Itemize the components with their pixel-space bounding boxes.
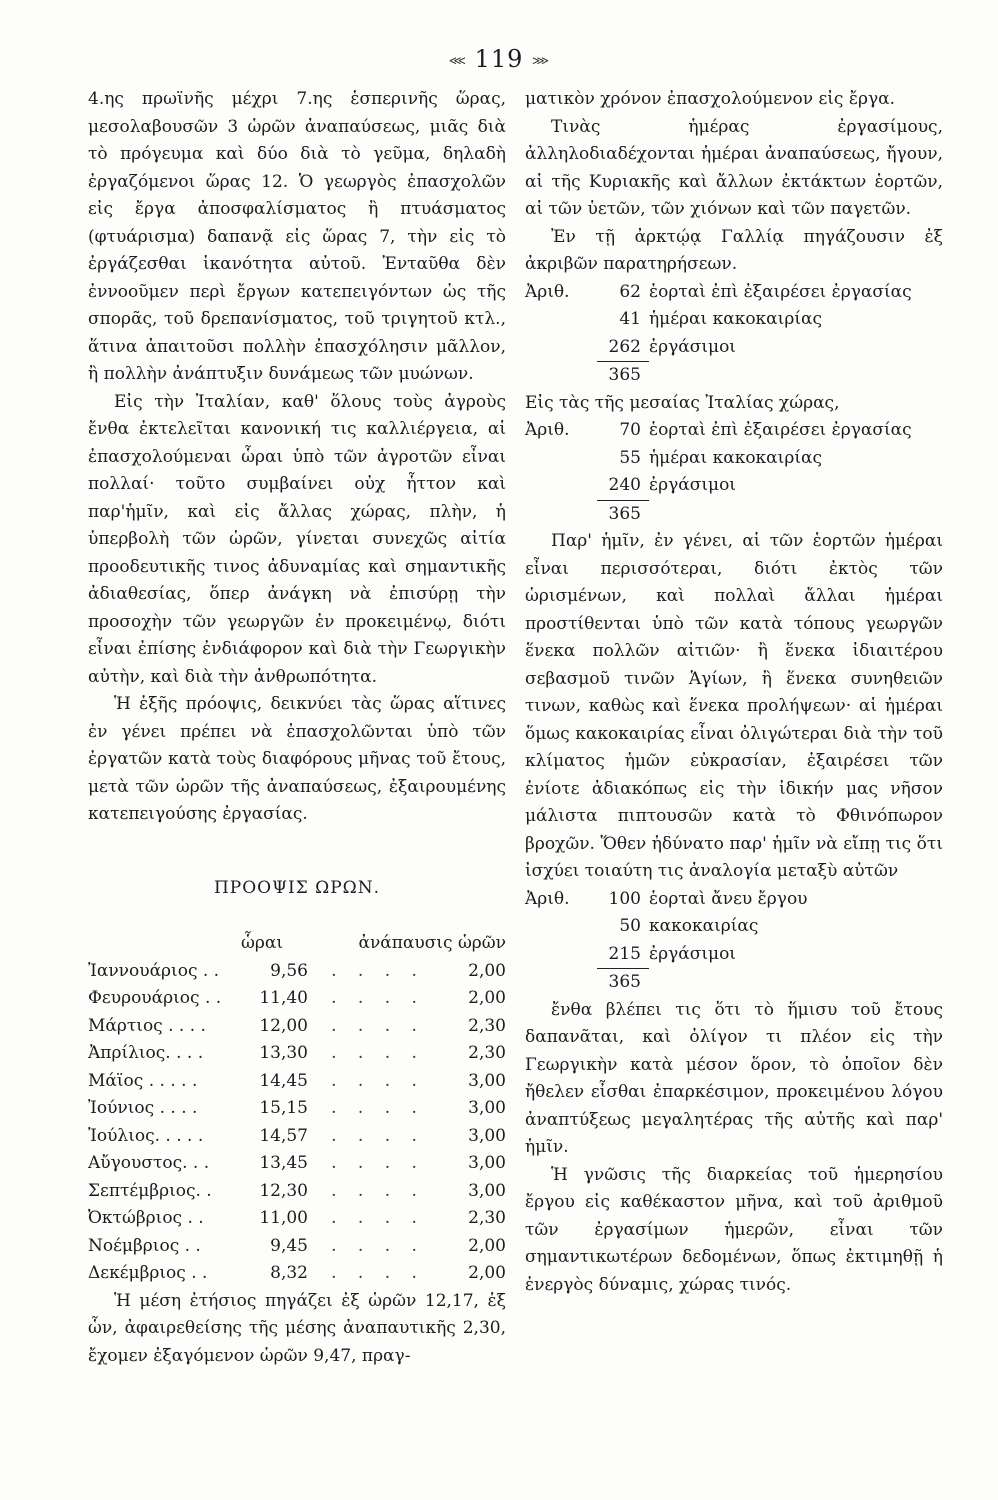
month-hours: 12,00: [259, 1015, 308, 1036]
stat-row: [525, 913, 943, 941]
month-hours: 14,57: [259, 1125, 308, 1146]
month-name: Ὀκτώβριος . .: [88, 1208, 204, 1228]
stat-row: [525, 306, 943, 334]
month-row: [88, 958, 506, 986]
month-rest: 3,00: [468, 1180, 506, 1201]
stat-text: [649, 500, 943, 529]
right-paragraph-3: Ἐν τῇ ἀρκτῴᾳ Γαλλίᾳ πηγάζουσιν ἐξ ἀκριβῶν παρατηρήσεων.: [525, 226, 943, 274]
stat-label: [525, 968, 597, 997]
stat-label: [525, 472, 597, 500]
leader-dots: . . . .: [331, 960, 425, 981]
stat-row: [525, 334, 943, 362]
month-hours: 12,30: [259, 1180, 308, 1201]
italy-intro: Εἰς τὰς τῆς μεσαίας Ἰταλίας χώρας,: [525, 392, 840, 413]
month-row: [88, 1123, 506, 1151]
stat-label: Ἀριθ.: [525, 281, 570, 302]
month-rest: 2,30: [468, 1208, 506, 1228]
ornament-right: ⋙: [532, 53, 550, 68]
stat-row: [525, 941, 943, 969]
month-hours: 11,00: [259, 1208, 308, 1228]
stat-label: [525, 361, 597, 390]
left-paragraph-1: 4.ης πρωϊνῆς μέχρι 7.ης ἑσπερινῆς ὥρας, μεσολαβουσῶν 3 ὡρῶν ἀναπαύσεως, μιᾶς διὰ τὸ πρόγευμα καὶ δύο διὰ τὸ γεῦμα, δηλαδὴ ἐργαζόμενοι ὥρας 12. Ὁ γεωργὸς ἐπασχολῶν εἰς ἔργα ἀποσφαλίσματος ἢ πτυάσματος (φτυάρισμα) δαπανᾷ εἰς ὥρας 7, τὴν εἰς τὸ ἐργάζεσθαι ἱκανότητα αὐτοῦ. Ἐνταῦθα δὲν ἐννοοῦμεν περὶ ἔργων κατεπειγόντων ὡς τῆς σπορᾶς, τοῦ δρεπανίσματος, τοῦ τριγητοῦ κτλ., ἅτινα ἀπαιτοῦσι πολλὴν ἐπασχόλησιν μᾶλλον, ἢ πολλὴν ἀνάπτυξιν δυνάμεως τῶν μυώνων.: [88, 89, 506, 384]
leader-dots: . . . .: [331, 1263, 425, 1283]
leader-dots: . . . .: [331, 1015, 425, 1036]
month-hours: 13,30: [259, 1043, 308, 1063]
month-name: Μάρτιος . . . .: [88, 1015, 206, 1036]
month-rest: 2,00: [468, 1235, 506, 1256]
month-name: Ἰούλιος. . . . .: [88, 1125, 204, 1146]
month-row: [88, 985, 506, 1013]
stat-number: 262: [608, 336, 641, 357]
page-number: 119: [474, 45, 524, 73]
month-rest: 2,30: [468, 1015, 506, 1036]
month-row: [88, 1068, 506, 1096]
month-hours: 11,40: [259, 988, 308, 1008]
month-rest: 2,00: [468, 1263, 506, 1283]
month-rest: 2,30: [468, 1043, 506, 1063]
month-row: [88, 1260, 506, 1288]
leader-dots: . . . .: [331, 988, 425, 1008]
stat-text: ἐργάσιμοι: [649, 943, 736, 964]
stat-label: Ἀριθ.: [525, 420, 570, 440]
stat-label: [525, 913, 597, 941]
right-paragraph-5: ἔνθα βλέπει τις ὅτι τὸ ἥμισυ τοῦ ἔτους δαπανᾶται, καὶ ὀλίγον τι πλέον εἰς τὴν Γεωργικὴν κατὰ μέσον ὅρον, τὸ ὁποῖον δὲν ἤθελεν εἶσθαι ἐπαρκέσιμον, προκειμένου λόγου ἀναπτύξεως μεγαλητέρας τῆς αὐτῆς καὶ παρ' ἡμῖν.: [525, 999, 943, 1157]
stat-number: 55: [619, 447, 641, 468]
month-rest: 3,00: [468, 1125, 506, 1146]
stat-number: 365: [597, 361, 649, 390]
stat-label: [525, 334, 597, 362]
page-header: [0, 45, 998, 73]
stat-row: [525, 886, 943, 914]
stat-number: 62: [619, 281, 641, 302]
month-name: Αὔγουστος. . .: [88, 1153, 210, 1173]
stat-text: ἐργάσιμοι: [649, 475, 736, 495]
month-rest: 3,00: [468, 1153, 506, 1173]
stat-text: κακοκαιρίας: [649, 916, 759, 936]
stat-text: [649, 968, 943, 997]
stat-label: [525, 306, 597, 334]
stat-text: ἑορταὶ ἐπὶ ἐξαιρέσει ἐργασίας: [649, 281, 912, 302]
stat-text: ἡμέραι κακοκαιρίας: [649, 447, 822, 468]
leader-dots: . . . .: [331, 1043, 425, 1063]
col-hours-header: ὧραι: [241, 933, 284, 953]
leader-dots: . . . .: [331, 1098, 425, 1118]
stat-text: ἑορταὶ ἄνευ ἔργου: [649, 888, 808, 909]
left-paragraph-3: Ἡ ἑξῆς πρόοψις, δεικνύει τὰς ὥρας αἵτινες ἐν γένει πρέπει νὰ ἐπασχολῶνται ὑπὸ τῶν ἐργατῶν κατὰ τοὺς διαφόρους μῆνας τοῦ ἔτους, μετὰ τῶν ὡρῶν τῆς ἀναπαύσεως, ἐξαιρουμένης κατεπειγούσης ἐργασίας.: [88, 694, 506, 824]
month-row: [88, 1233, 506, 1261]
stats-italy: [525, 417, 943, 528]
month-name: Μάϊος . . . . .: [88, 1070, 198, 1091]
stat-label: [525, 445, 597, 473]
month-hours: 15,15: [259, 1098, 308, 1118]
left-column: [88, 86, 506, 1370]
month-name: Ἰούνιος . . . .: [88, 1098, 198, 1118]
right-column: [525, 86, 943, 1299]
leader-dots: . . . .: [331, 1153, 425, 1173]
right-paragraph-1: ματικὸν χρόνον ἐπασχολούμενον εἰς ἔργα.: [525, 89, 896, 109]
month-hours: 9,45: [270, 1235, 308, 1256]
right-paragraph-4: Παρ' ἡμῖν, ἐν γένει, αἱ τῶν ἑορτῶν ἡμέραι εἶναι περισσότεραι, διότι ἐκτὸς τῶν ὡρισμένων, καὶ πολλαὶ ἄλλαι ἡμέραι προστίθενται ὑπὸ τῶν κατὰ τόπους γεωργῶν ἕνεκα πολλῶν αἰτιῶν· ἢ ἕνεκα ἰδιαιτέρου σεβασμοῦ τινῶν Ἁγίων, ἢ ἕνεκα συνηθειῶν τινων, καθὼς καὶ ἕνεκα προλήψεων· αἱ ἡμέραι ὅμως κακοκαιρίας εἶναι ὀλιγώτεραι διὰ τὴν τοῦ κλίματος ἡμῶν εὐκρασίαν, ἐξαιρέσει τῶν ἐνίοτε ἀδιακόπως εἰς τὴν ἰδικήν μας νῆσον μάλιστα πιπτουσῶν κατὰ τὸ Φθινόπωρον βροχῶν. Ὅθεν ἠδύνατο παρ' ἡμῖν νὰ εἴπῃ τις ὅτι ἰσχύει τοιαύτη τις ἀναλογία μεταξὺ αὐτῶν: [525, 531, 943, 881]
stat-text: [649, 361, 943, 390]
ornament-left: ⋘: [448, 53, 466, 68]
leader-dots: . . . .: [331, 1208, 425, 1228]
month-rest: 3,00: [468, 1098, 506, 1118]
month-name: Φευρουάριος . .: [88, 988, 222, 1008]
stat-text: ἐργάσιμοι: [649, 336, 736, 357]
stat-number: 240: [608, 475, 641, 495]
left-paragraph-2: Εἰς τὴν Ἰταλίαν, καθ' ὅλους τοὺς ἀγροὺς ἔνθα ἐκτελεῖται κανονική τις καλλιέργεια, αἱ ἐπασχολούμεναι ὧραι ὑπὸ τῶν ἀγροτῶν εἶναι πολλαί· τοῦτο συμβαίνει οὐχ ἧττον καὶ παρ'ἡμῖν, καὶ εἰς ἄλλας χώρας, πλὴν, ἡ ὑπερβολὴ τῶν ὡρῶν, γίνεται συνεχῶς αἰτία προοδευτικῆς τινος ἀδυναμίας καὶ σημαντικῆς ἀδιαθεσίας, ὅπερ ἀνάγκη νὰ ἐπισύρῃ τὴν προσοχὴν τῶν γεωργῶν ἐν προκειμένῳ, διότι εἶναι ἐπίσης ἐνδιάφορον καὶ διὰ τὴν Γεωργικὴν αὐτὴν, καὶ διὰ τὴν ἀνθρωπότητα.: [88, 391, 506, 687]
month-name: Ἰαννουάριος . .: [88, 960, 220, 981]
stat-row: [525, 472, 943, 500]
stat-number: 365: [597, 968, 649, 997]
stat-number: 100: [608, 888, 641, 909]
stat-row: [525, 968, 943, 997]
stat-number: 50: [619, 916, 641, 936]
month-name: Δεκέμβριος . .: [88, 1263, 208, 1283]
stat-number: 365: [597, 500, 649, 529]
months-table: [88, 958, 506, 1288]
table-title: ΠΡΟΟΨΙΣ ΩΡΩΝ.: [213, 877, 381, 898]
stat-number: 70: [619, 420, 641, 440]
stat-label: [525, 500, 597, 529]
month-row: [88, 1040, 506, 1068]
leader-dots: . . . .: [331, 1180, 425, 1201]
stat-number: 215: [608, 943, 641, 964]
month-row: [88, 1013, 506, 1041]
col-rest-header: ἀνάπαυσις ὡρῶν: [358, 933, 506, 953]
month-name: Ἀπρίλιος. . . .: [88, 1043, 204, 1063]
month-row: [88, 1150, 506, 1178]
month-rest: 2,00: [468, 988, 506, 1008]
month-row: [88, 1178, 506, 1206]
month-row: [88, 1205, 506, 1233]
month-hours: 14,45: [259, 1070, 308, 1091]
stat-text: ἡμέραι κακοκαιρίας: [649, 309, 822, 329]
leader-dots: . . . .: [331, 1235, 425, 1256]
month-rest: 2,00: [468, 960, 506, 981]
leader-dots: . . . .: [331, 1125, 425, 1146]
month-row: [88, 1095, 506, 1123]
stat-row: [525, 445, 943, 473]
right-paragraph-2: Τινὰς ἡμέρας ἐργασίμους, ἀλληλοδιαδέχονται ἡμέραι ἀναπαύσεως, ἤγουν, αἱ τῆς Κυριακῆς καὶ ἄλλων ἐκτάκτων ἑορτῶν, αἱ τῶν ὑετῶν, τῶν χιόνων καὶ τῶν παγετῶν.: [525, 116, 943, 219]
stat-row: [525, 279, 943, 307]
month-name: Σεπτέμβριος. .: [88, 1180, 212, 1201]
right-paragraph-6: Ἡ γνῶσις τῆς διαρκείας τοῦ ἡμερησίου ἔργου εἰς καθέκαστον μῆνα, καὶ τοῦ ἀριθμοῦ τῶν ἐργασίμων ἡμερῶν, εἶναι τῶν σημαντικωτέρων δεδομένων, ὅπως ἐκτιμηθῇ ἡ ἐνεργὸς δύναμις, χώρας τινός.: [525, 1164, 943, 1295]
month-hours: 9,56: [270, 960, 308, 981]
stat-row: [525, 361, 943, 390]
leader-dots: . . . .: [331, 1070, 425, 1091]
month-hours: 8,32: [270, 1263, 308, 1283]
stat-label: [525, 941, 597, 969]
table-header: [88, 930, 506, 958]
stat-text: ἑορταὶ ἐπὶ ἐξαιρέσει ἐργασίας: [649, 420, 912, 440]
stat-row: [525, 417, 943, 445]
stat-row: [525, 500, 943, 529]
month-name: Νοέμβριος . .: [88, 1235, 201, 1256]
stats-greece: [525, 886, 943, 997]
month-rest: 3,00: [468, 1070, 506, 1091]
stat-label: Ἀριθ.: [525, 888, 570, 909]
left-paragraph-4: Ἡ μέση ἐτήσιος πηγάζει ἐξ ὡρῶν 12,17, ἐξ ὧν, ἀφαιρεθείσης τῆς μέσης ἀναπαυτικῆς 2,30, ἔχομεν ἐξαγόμενον ὡρῶν 9,47, πραγ-: [88, 1290, 506, 1366]
month-hours: 13,45: [259, 1153, 308, 1173]
stats-france: [525, 279, 943, 390]
stat-number: 41: [619, 309, 641, 329]
